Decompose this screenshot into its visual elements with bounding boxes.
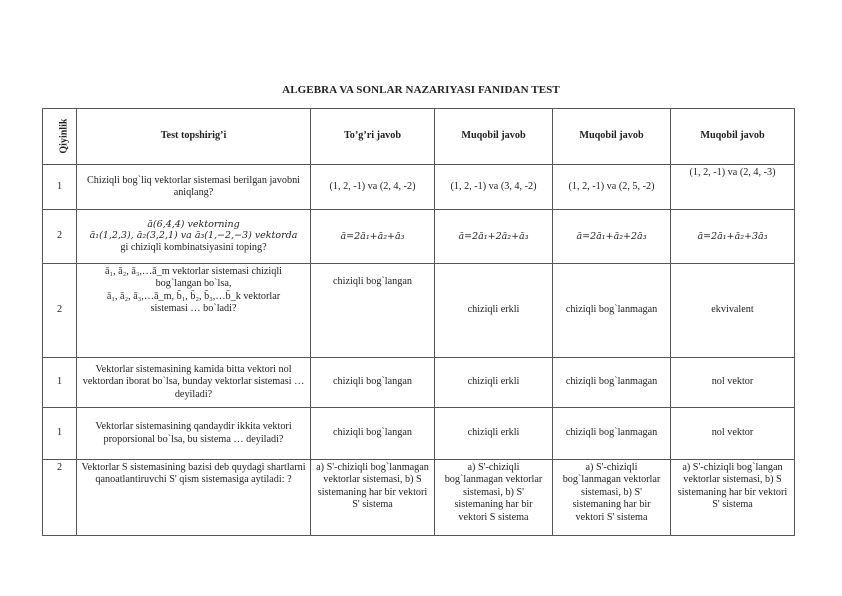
table-row: [43, 358, 795, 408]
task-line: ā₁, ā₂, ā₃,…ā_m, b̄₁, b̄₂, b̄₃,…b̄_k vektorlar: [106, 290, 281, 302]
alt-answer-cell: (1, 2, -1) va (2, 5, -2): [553, 165, 671, 210]
correct-answer-cell: ā=2ā₁+ā₂+ā₃: [311, 210, 435, 264]
difficulty-cell: 1: [43, 408, 77, 460]
task-cell: Vektorlar sistemasining kamida bitta vektori nol vektordan iborat bo`lsa, bunday vektorlar sistemasi … deyiladi?: [77, 358, 311, 408]
table-row: [43, 264, 795, 358]
alt-answer-cell: chiziqli erkli: [435, 358, 553, 408]
task-line: ā₁, ā₂, ā₃,…ā_m vektorlar sistemasi chiziqli bog`langan bo`lsa,: [105, 266, 282, 290]
alt-answer-cell: a) S'-chiziqli bog`langan vektorlar sistemasi, b) S sistemaning har bir vektori S' sistema: [671, 460, 795, 536]
difficulty-cell: 1: [43, 165, 77, 210]
task-line: gi chiziqli kombinatsiyasini toping?: [120, 241, 267, 253]
header-alt-3: Muqobil javob: [671, 109, 795, 165]
difficulty-cell: 2: [43, 264, 77, 358]
alt-answer-cell: ekvivalent: [671, 264, 795, 358]
correct-answer-cell: chiziqli bog`langan: [311, 264, 435, 358]
header-row: [43, 109, 795, 165]
table-row: [43, 408, 795, 460]
header-difficulty: Qiyinlik: [43, 109, 77, 165]
test-table: [42, 108, 795, 536]
task-cell: Vektorlar sistemasining qandaydir ikkita vektori proporsional bo`lsa, bu sistema … deyiladi?: [77, 408, 311, 460]
page-title: ALGEBRA VA SONLAR NAZARIYASI FANIDAN TEST: [282, 84, 560, 96]
task-cell: Chiziqli bog`liq vektorlar sistemasi berilgan javobni aniqlang?: [77, 165, 311, 210]
correct-answer-cell: (1, 2, -1) va (2, 4, -2): [311, 165, 435, 210]
alt-answer-cell: chiziqli bog`lanmagan: [553, 408, 671, 460]
header-task: Test topshirig’i: [77, 109, 311, 165]
alt-answer-cell: nol vektor: [671, 408, 795, 460]
difficulty-cell: 2: [43, 210, 77, 264]
table-row: [43, 210, 795, 264]
task-cell: Vektorlar S sistemasining bazisi deb quydagi shartlarni qanoatlantiruvchi S' qism sistemasiga aytiladi: ?: [77, 460, 311, 536]
task-line: ā(6,4,4) vektorning: [147, 218, 240, 230]
alt-answer-cell: a) S'-chiziqli bog`lanmagan vektorlar sistemasi, b) S' sistemaning har bir vektori S' sistema: [553, 460, 671, 536]
difficulty-cell: 2: [43, 460, 77, 536]
alt-answer-cell: chiziqli bog`lanmagan: [553, 358, 671, 408]
alt-answer-cell: chiziqli erkli: [435, 408, 553, 460]
header-alt-2: Muqobil javob: [553, 109, 671, 165]
correct-answer-cell: a) S'-chiziqli bog`lanmagan vektorlar sistemasi, b) S sistemaning har bir vektori S' sistema: [311, 460, 435, 536]
alt-answer-cell: chiziqli bog`lanmagan: [553, 264, 671, 358]
alt-answer-cell: ā=2ā₁+2ā₂+ā₃: [435, 210, 553, 264]
task-cell: [77, 210, 311, 264]
correct-answer-cell: chiziqli bog`langan: [311, 358, 435, 408]
alt-answer-cell: ā=2ā₁+ā₂+2ā₃: [553, 210, 671, 264]
header-alt-1: Muqobil javob: [435, 109, 553, 165]
alt-answer-cell: (1, 2, -1) va (3, 4, -2): [435, 165, 553, 210]
header-correct: To’g’ri javob: [311, 109, 435, 165]
difficulty-cell: 1: [43, 358, 77, 408]
alt-answer-cell: a) S'-chiziqli bog`lanmagan vektorlar sistemasi, b) S' sistemaning har bir vektori S sistema: [435, 460, 553, 536]
table-row: [43, 460, 795, 536]
alt-answer-cell: nol vektor: [671, 358, 795, 408]
task-cell: [77, 264, 311, 358]
alt-answer-cell: ā=2ā₁+ā₂+3ā₃: [671, 210, 795, 264]
task-line: sistemasi … bo`ladi?: [150, 303, 237, 315]
alt-answer-cell: chiziqli erkli: [435, 264, 553, 358]
alt-answer-cell: (1, 2, -1) va (2, 4, -3): [671, 165, 795, 210]
correct-answer-cell: chiziqli bog`langan: [311, 408, 435, 460]
table-row: [43, 165, 795, 210]
task-line: ā₁(1,2,3), ā₂(3,2,1) va ā₃(1,−2,−3) vektorda: [89, 230, 298, 242]
